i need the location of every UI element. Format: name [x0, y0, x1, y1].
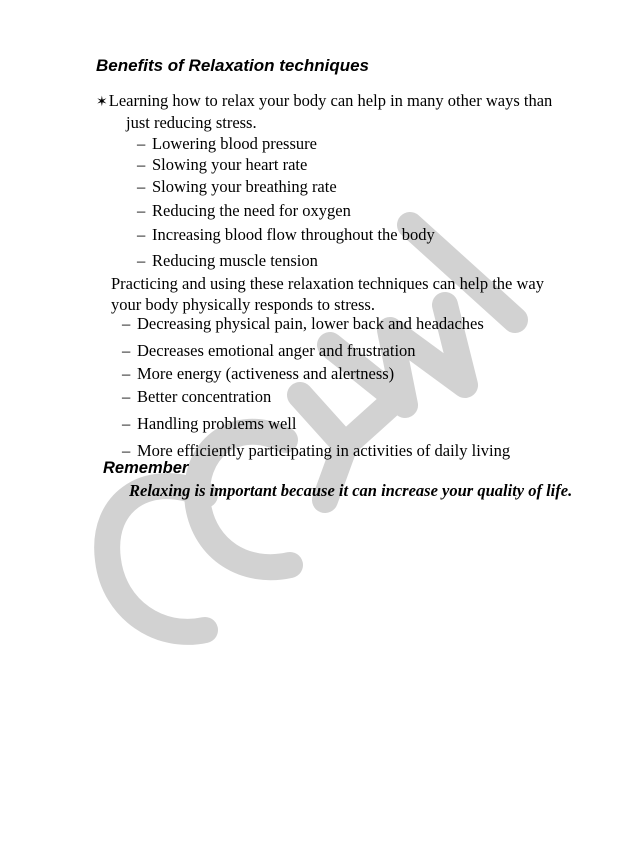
- list-item: – More efficiently participating in activities of daily living: [122, 441, 511, 460]
- remember-heading: Remember: [103, 459, 189, 477]
- list-item: – Slowing your heart rate: [137, 155, 308, 174]
- practice-line-2: your body physically responds to stress.: [111, 295, 375, 314]
- list-item: – Reducing the need for oxygen: [137, 201, 351, 220]
- remember-quote: Relaxing is important because it can increase your quality of life.: [129, 481, 573, 500]
- intro-line-1: Learning how to relax your body can help in many other ways than: [108, 91, 553, 110]
- star-bullet-icon: ✶: [96, 95, 108, 110]
- intro-line-2: just reducing stress.: [126, 113, 257, 132]
- practice-line-1: Practicing and using these relaxation techniques can help the way: [111, 274, 544, 293]
- page-heading: Benefits of Relaxation techniques: [96, 56, 369, 75]
- list-item: – Slowing your breathing rate: [137, 177, 337, 196]
- list-item: – Better concentration: [122, 387, 272, 406]
- practice-paragraph: [111, 273, 581, 315]
- list-item: – Handling problems well: [122, 414, 297, 433]
- list-item: – Decreases emotional anger and frustration: [122, 341, 416, 360]
- list-item: – Decreasing physical pain, lower back and headaches: [122, 314, 484, 333]
- list-item: – Lowering blood pressure: [137, 134, 317, 153]
- list-item: – More energy (activeness and alertness): [122, 364, 395, 383]
- list-item: – Reducing muscle tension: [137, 251, 318, 270]
- list-item: – Increasing blood flow throughout the body: [137, 225, 435, 244]
- intro-paragraph: [96, 91, 576, 133]
